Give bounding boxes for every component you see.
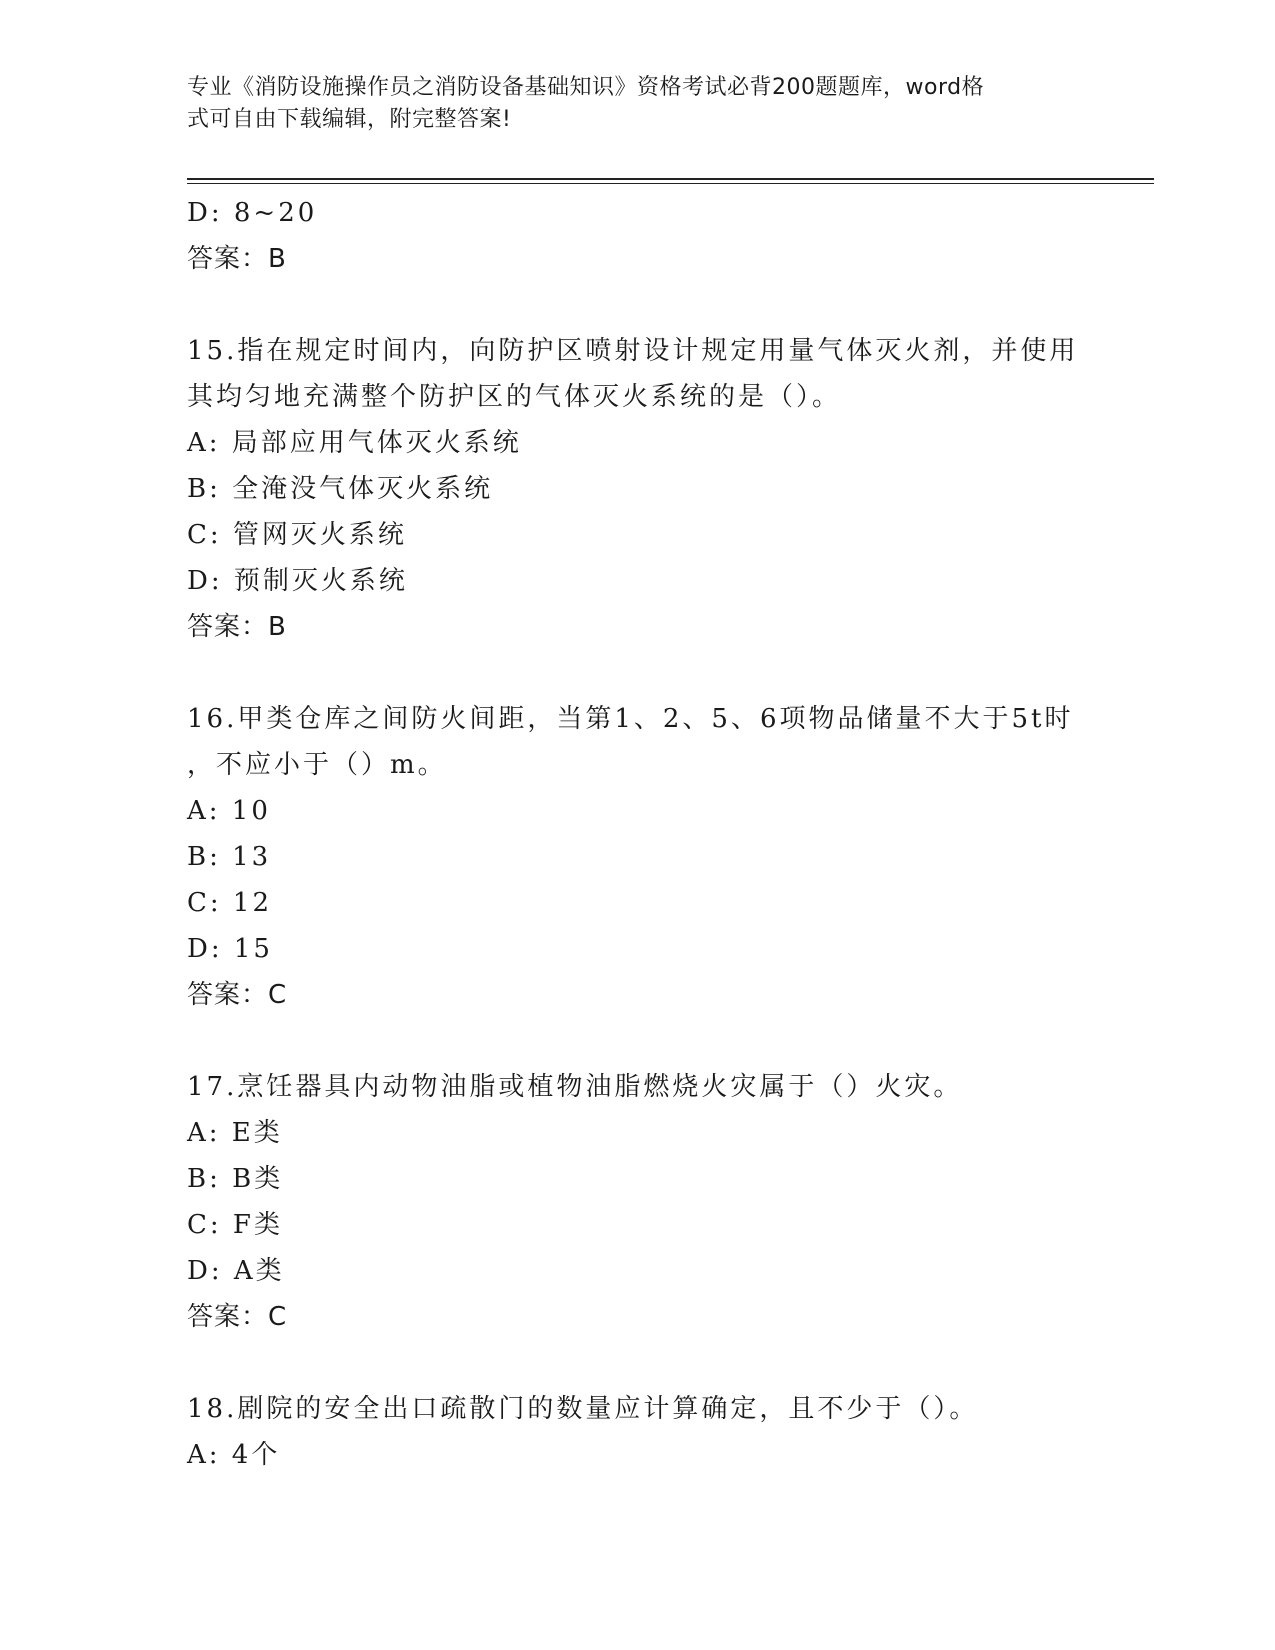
question-stem: ，不应小于（）m。 (187, 750, 447, 780)
header-line-1: 专业《消防设施操作员之消防设备基础知识》资格考试必背200题题库，word格 (187, 75, 985, 100)
option-b: B: 13 (187, 842, 272, 872)
option-b: B: 全淹没气体灭火系统 (187, 474, 494, 504)
option-d: D: 15 (187, 934, 273, 964)
option-a: A: 局部应用气体灭火系统 (187, 428, 522, 458)
question-list (187, 190, 1087, 1478)
question-stem: 15.指在规定时间内，向防护区喷射设计规定用量气体灭火剂，并使用 (187, 336, 1079, 366)
option-d: D: 预制灭火系统 (187, 566, 408, 596)
spacer (187, 1018, 1087, 1064)
spacer (187, 650, 1087, 696)
option-a: A: 4个 (187, 1440, 281, 1470)
document-header (187, 72, 1087, 136)
option-d: D: A类 (187, 1256, 285, 1286)
header-line-2: 式可自由下载编辑，附完整答案! (187, 107, 512, 132)
header-rule-thick (187, 178, 1154, 180)
spacer (187, 1340, 1087, 1386)
answer: 答案：C (187, 980, 288, 1010)
option-c: C: F类 (187, 1210, 283, 1240)
spacer (187, 282, 1087, 328)
question-stem: 其均匀地充满整个防护区的气体灭火系统的是（）。 (187, 382, 842, 412)
question-stem: 18.剧院的安全出口疏散门的数量应计算确定，且不少于（）。 (187, 1394, 979, 1424)
option-b: B: B类 (187, 1164, 284, 1194)
option-a: A: E类 (187, 1118, 283, 1148)
question-stem: 17.烹饪器具内动物油脂或植物油脂燃烧火灾属于（）火灾。 (187, 1072, 963, 1102)
header-rule-thin (187, 183, 1154, 184)
answer: 答案：B (187, 612, 287, 642)
option-a: A: 10 (187, 796, 271, 826)
option-c: C: 12 (187, 888, 273, 918)
answer: 答案：C (187, 1302, 288, 1332)
question-stem: 16.甲类仓库之间防火间距，当第1、2、5、6项物品储量不大于5t时 (187, 704, 1074, 734)
answer: 答案：B (187, 244, 287, 274)
option-d: D: 8~20 (187, 198, 318, 228)
option-c: C: 管网灭火系统 (187, 520, 407, 550)
